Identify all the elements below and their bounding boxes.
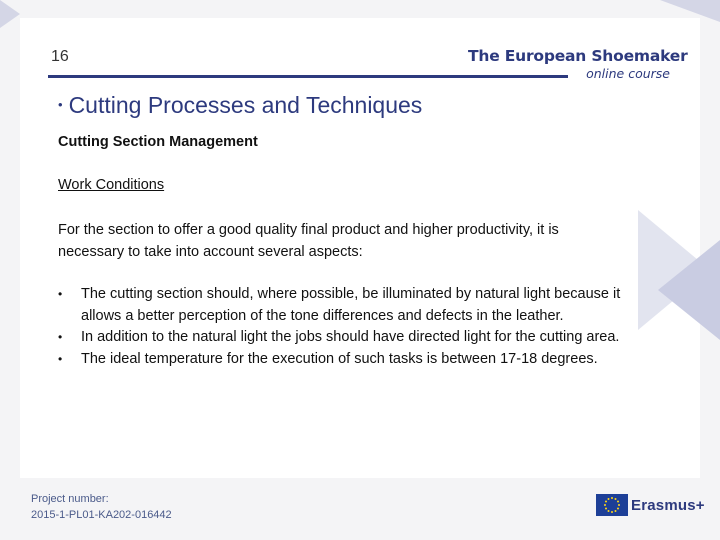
bullet-dot: •	[58, 287, 63, 301]
page-number: 16	[51, 48, 69, 65]
list-item-text: The cutting section should, where possible, be illuminated by natural light because it allows a better perception of the tone differences and defects in the leather.	[81, 286, 621, 324]
bullet-dot: •	[58, 351, 63, 366]
slide-title-text: Cutting Processes and Techniques	[68, 92, 423, 118]
header-divider	[48, 75, 568, 78]
list-item	[58, 327, 628, 349]
list-item-text: In addition to the natural light the jobs should have directed light for the cutting area.	[81, 329, 620, 345]
list-item	[58, 284, 628, 327]
intro-paragraph: For the section to offer a good quality final product and higher productivity, it is necessary to take into account several aspects:	[58, 222, 559, 260]
project-number-label: Project number:	[31, 493, 109, 505]
title-bullet: •	[58, 97, 63, 112]
subheading: Work Conditions	[58, 177, 165, 193]
erasmus-logo	[596, 493, 705, 519]
side-triangles-right	[638, 210, 720, 340]
slide-title	[58, 92, 422, 119]
brand-title: The European Shoemaker	[468, 47, 688, 65]
brand-subtitle: online course	[586, 66, 670, 81]
footer-project-info	[31, 491, 172, 523]
bullet-dot: •	[58, 330, 63, 344]
erasmus-logo-text: Erasmus+	[631, 497, 705, 514]
bullet-list	[58, 284, 628, 370]
list-item	[58, 349, 628, 371]
project-number-value: 2015-1-PL01-KA202-016442	[31, 509, 172, 521]
list-item-text: The ideal temperature for the execution of such tasks is between 17-18 degrees.	[81, 350, 598, 367]
corner-triangle-top-right	[660, 0, 720, 22]
eu-flag-icon	[596, 494, 628, 516]
corner-triangle-top-left	[0, 0, 20, 28]
section-heading: Cutting Section Management	[58, 134, 258, 150]
